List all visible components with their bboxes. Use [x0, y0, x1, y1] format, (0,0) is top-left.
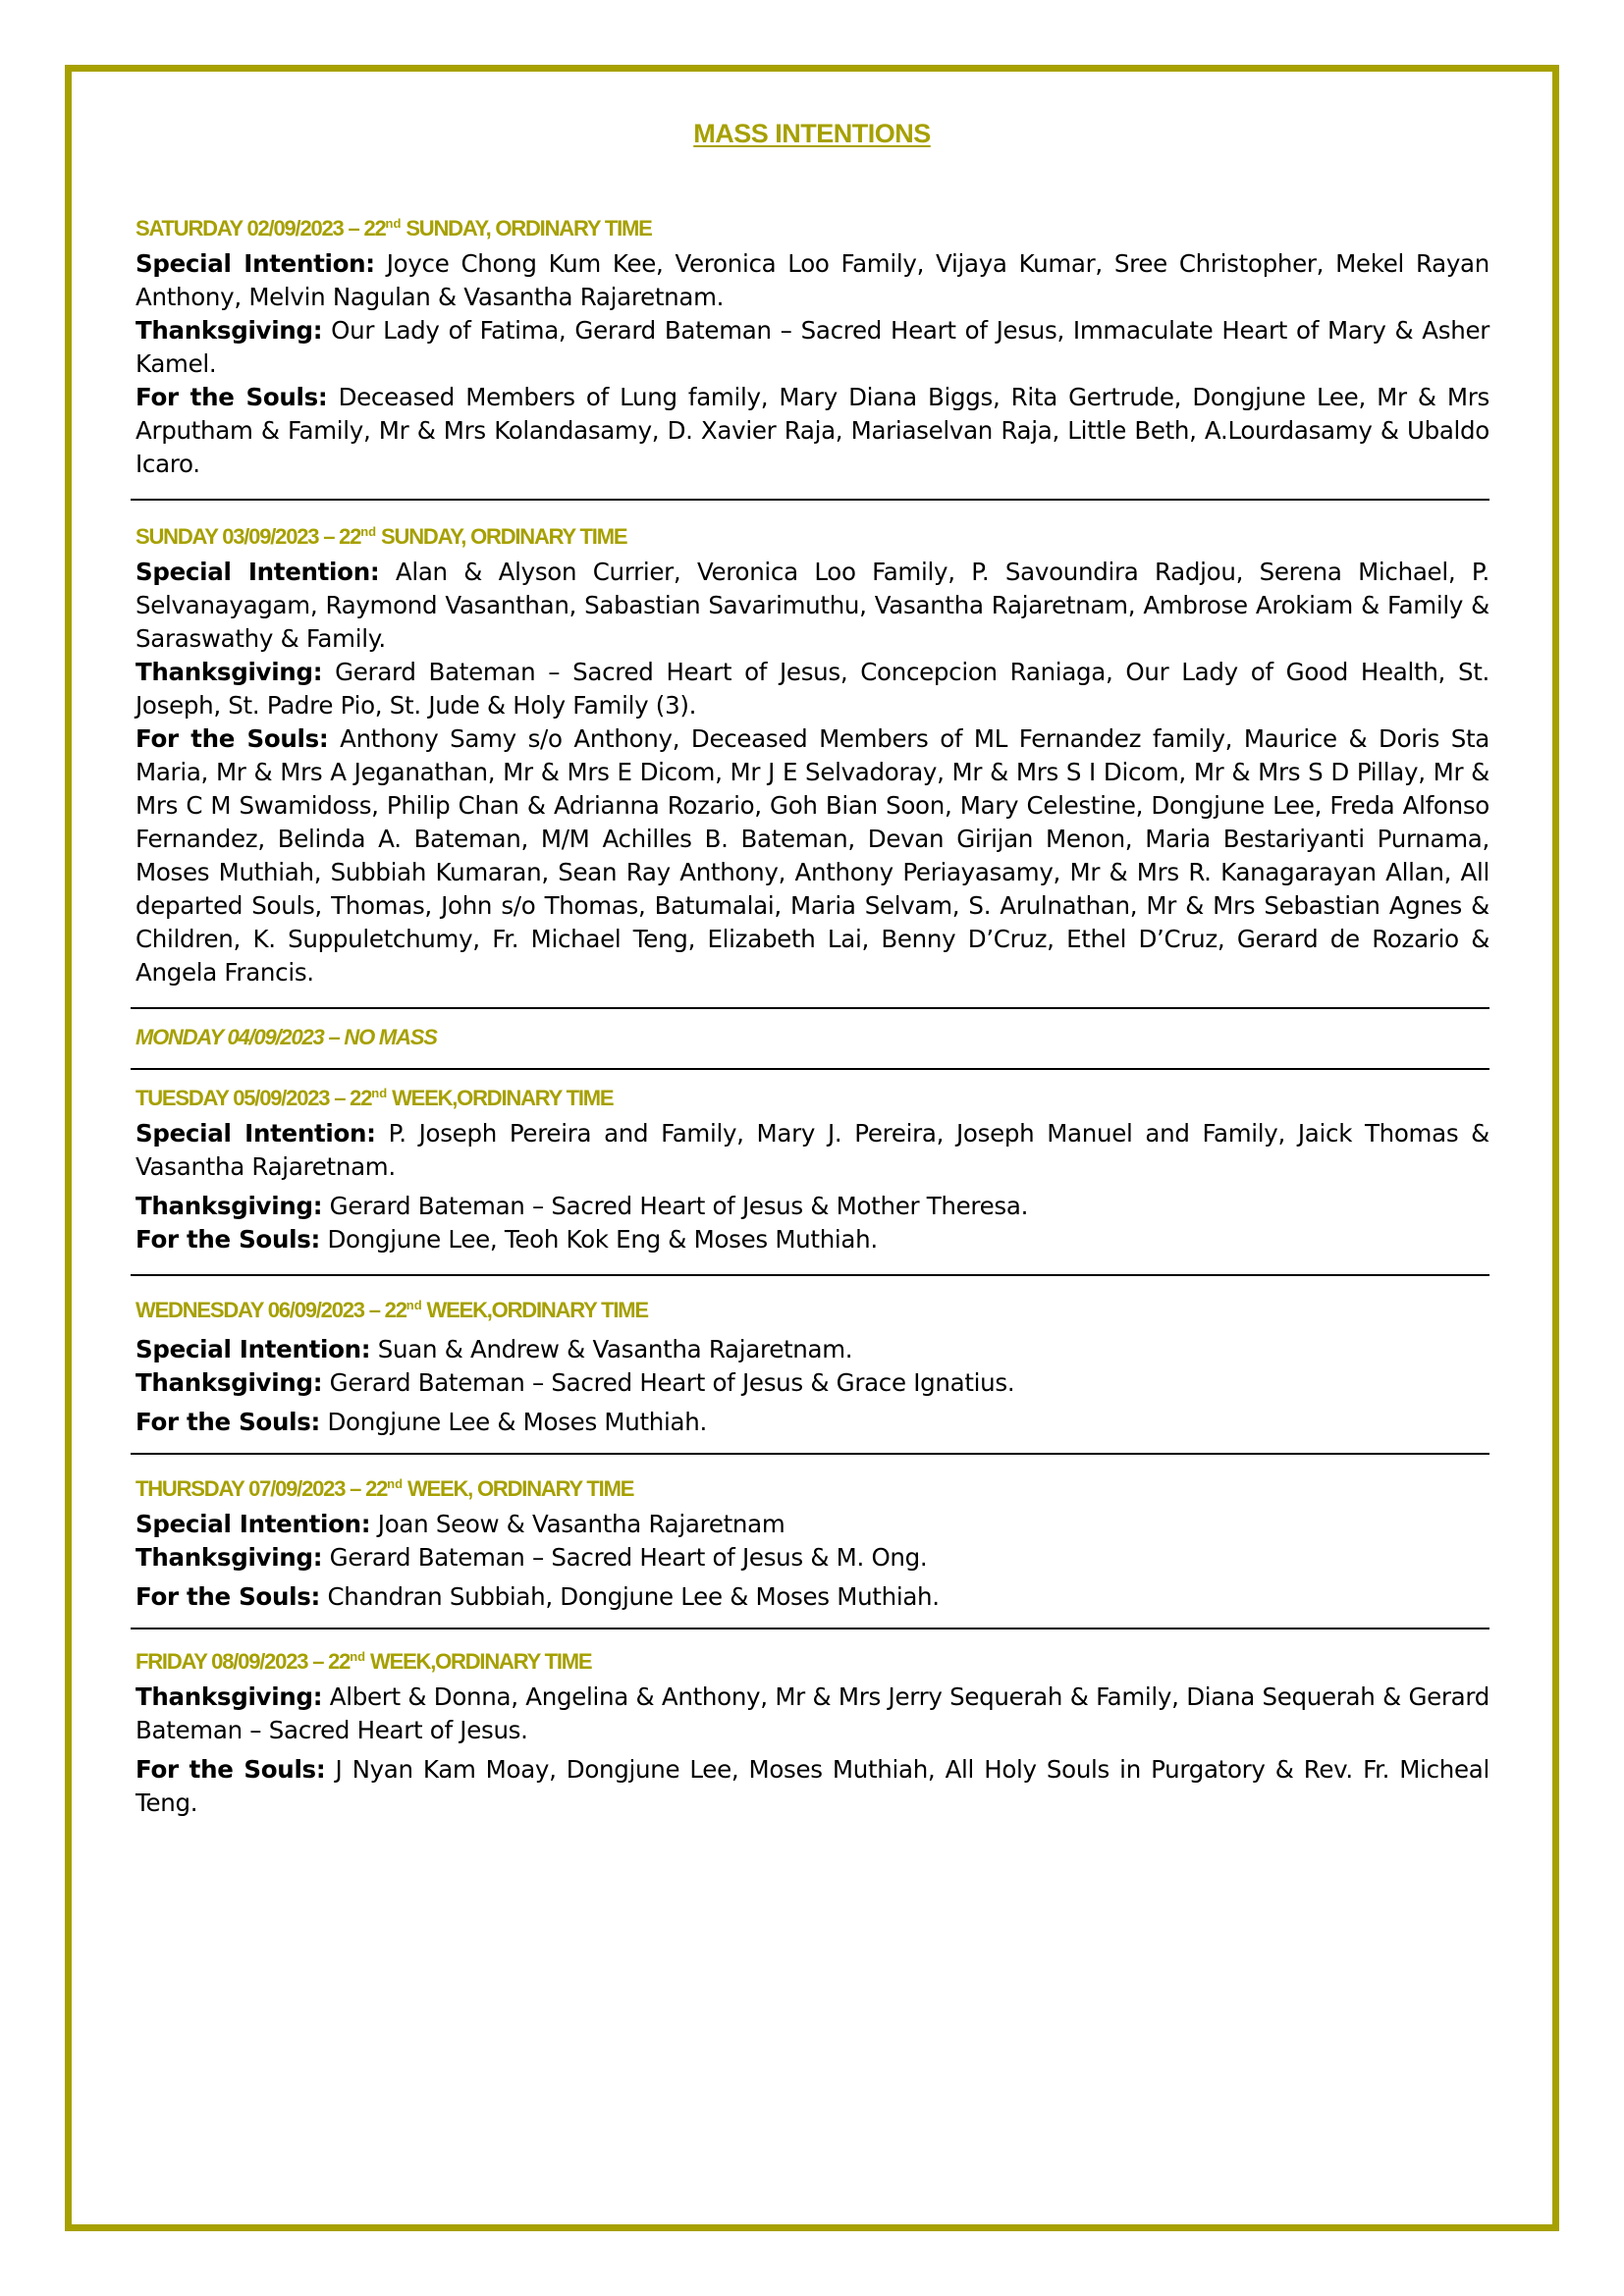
entry-text: Suan & Andrew & Vasantha Rajaretnam. [370, 1335, 853, 1363]
entry-text: Our Lady of Fatima, Gerard Bateman – Sacred Heart of Jesus, Immaculate Heart of Mary & Asher Kamel. [135, 316, 1489, 378]
entry-label: Thanksgiving: [135, 1192, 323, 1220]
entry-label: Thanksgiving: [135, 316, 323, 345]
entry-label: For the Souls: [135, 724, 329, 753]
thanksgiving [135, 656, 1489, 722]
entry-text: Deceased Members of Lung family, Mary Diana Biggs, Rita Gertrude, Dongjune Lee, Mr & Mrs Arputham & Family, Mr & Mrs Kolandasamy, D. Xavier Raja, Mariaselvan Raja, Little Beth, A.Lourdasamy & Ubaldo Icaro. [135, 383, 1489, 478]
thanksgiving [135, 1190, 1489, 1223]
entry-text: Joyce Chong Kum Kee, Veronica Loo Family, Vijaya Kumar, Sree Christopher, Mekel Rayan Anthony, Melvin Nagulan & Vasantha Rajaretnam. [135, 249, 1489, 311]
entry-text: Dongjune Lee & Moses Muthiah. [319, 1408, 707, 1436]
ordinal-suffix: nd [371, 1086, 388, 1100]
for-the-souls [135, 1223, 1489, 1256]
day-heading-date: SUNDAY 03/09/2023 – 22 [135, 524, 361, 549]
entry-text: Chandran Subbiah, Dongjune Lee & Moses Muthiah. [319, 1582, 940, 1611]
ordinal-suffix: nd [406, 1298, 422, 1312]
page-title: MASS INTENTIONS [693, 119, 931, 148]
day-heading [135, 1084, 1489, 1113]
day-heading-date: MONDAY 04/09/2023 – NO MASS [135, 1025, 437, 1049]
entry-label: Special Intention: [135, 558, 380, 586]
entry-text: Alan & Alyson Currier, Veronica Loo Family, P. Savoundira Radjou, Serena Michael, P. Selvanayagam, Raymond Vasanthan, Sabastian Savarimuthu, Vasantha Rajaretnam, Ambrose Arokiam & Family & Saraswathy & Family. [135, 558, 1489, 653]
day-heading [135, 1474, 1489, 1504]
entry-label: Thanksgiving: [135, 1368, 323, 1397]
special-intention [135, 247, 1489, 314]
for-the-souls [135, 1406, 1489, 1439]
for-the-souls [135, 722, 1489, 989]
entry-label: For the Souls: [135, 1225, 320, 1254]
day-heading-season: WEEK,ORDINARY TIME [365, 1649, 592, 1674]
special-intention [135, 556, 1489, 656]
day-heading-date: FRIDAY 08/09/2023 – 22 [135, 1649, 351, 1674]
entry-label: For the Souls: [135, 1755, 326, 1784]
special-intention [135, 1508, 1489, 1541]
day-section-wednesday [131, 1276, 1489, 1453]
entry-label: Special Intention: [135, 1335, 371, 1363]
mass-intentions-list [131, 214, 1489, 1820]
day-section-monday [131, 1009, 1489, 1068]
for-the-souls [135, 1580, 1489, 1614]
for-the-souls [135, 381, 1489, 481]
special-intention [135, 1117, 1489, 1184]
day-heading-season: SUNDAY, ORDINARY TIME [401, 216, 652, 240]
ordinal-suffix: nd [385, 216, 402, 231]
day-heading [135, 522, 1489, 552]
day-heading [135, 1647, 1489, 1677]
thanksgiving [135, 314, 1489, 381]
entry-text: Gerard Bateman – Sacred Heart of Jesus & M. Ong. [322, 1543, 928, 1572]
ordinal-suffix: nd [350, 1649, 366, 1664]
day-section-friday [131, 1629, 1489, 1820]
special-intention [135, 1333, 1489, 1366]
entry-text: Anthony Samy s/o Anthony, Deceased Members of ML Fernandez family, Maurice & Doris Sta Maria, Mr & Mrs A Jeganathan, Mr & Mrs E Dicom, Mr J E Selvadoray, Mr & Mrs S I Dicom, Mr & Mrs S D Pillay, Mr & Mrs C M Swamidoss, Philip Chan & Adrianna Rozario, Goh Bian Soon, Mary Celestine, Dongjune Lee, Freda Alfonso Fernandez, Belinda A. Bateman, M/M Achilles B. Bateman, Devan Girijan Menon, Maria Bestariyanti Purnama, Moses Muthiah, Subbiah Kumaran, Sean Ray Anthony, Anthony Periayasamy, Mr & Mrs R. Kanagarayan Allan, All departed Souls, Thomas, John s/o Thomas, Batumalai, Maria Selvam, S. Arulnathan, Mr & Mrs Sebastian Agnes & Children, K. Suppuletchumy, Fr. Michael Teng, Elizabeth Lai, Benny D’Cruz, Ethel D’Cruz, Gerard de Rozario & Angela Francis. [135, 724, 1489, 987]
entry-text: Joan Seow & Vasantha Rajaretnam [370, 1510, 785, 1538]
day-heading [135, 1296, 1489, 1325]
entry-text: Gerard Bateman – Sacred Heart of Jesus & Grace Ignatius. [322, 1368, 1015, 1397]
day-section-sunday [131, 501, 1489, 1007]
entry-text: Gerard Bateman – Sacred Heart of Jesus, Concepcion Raniaga, Our Lady of Good Health, St. Joseph, St. Padre Pio, St. Jude & Holy Family (3). [135, 658, 1489, 720]
entry-label: For the Souls: [135, 383, 328, 411]
day-heading-season: WEEK, ORDINARY TIME [403, 1476, 634, 1501]
thanksgiving [135, 1366, 1489, 1400]
thanksgiving [135, 1541, 1489, 1575]
day-section-thursday [131, 1455, 1489, 1628]
day-heading [135, 1023, 1489, 1052]
thanksgiving [135, 1681, 1489, 1747]
entry-label: Thanksgiving: [135, 1543, 323, 1572]
ordinal-suffix: nd [360, 524, 377, 539]
entry-text: P. Joseph Pereira and Family, Mary J. Pereira, Joseph Manuel and Family, Jaick Thomas & Vasantha Rajaretnam. [135, 1119, 1489, 1181]
day-heading-date: THURSDAY 07/09/2023 – 22 [135, 1476, 388, 1501]
entry-text: Gerard Bateman – Sacred Heart of Jesus & Mother Theresa. [322, 1192, 1029, 1220]
entry-text: J Nyan Kam Moay, Dongjune Lee, Moses Muthiah, All Holy Souls in Purgatory & Rev. Fr. Micheal Teng. [135, 1755, 1489, 1817]
day-heading-date: WEDNESDAY 06/09/2023 – 22 [135, 1298, 406, 1322]
day-section-saturday [131, 214, 1489, 499]
entry-text: Albert & Donna, Angelina & Anthony, Mr & Mrs Jerry Sequerah & Family, Diana Sequerah & Gerard Bateman – Sacred Heart of Jesus. [135, 1682, 1489, 1744]
entry-label: Special Intention: [135, 1510, 371, 1538]
entry-label: Thanksgiving: [135, 658, 323, 686]
day-heading [135, 214, 1489, 243]
day-section-tuesday [131, 1070, 1489, 1274]
entry-label: Special Intention: [135, 1119, 376, 1148]
day-heading-season: SUNDAY, ORDINARY TIME [376, 524, 627, 549]
day-heading-season: WEEK,ORDINARY TIME [421, 1298, 648, 1322]
entry-label: Thanksgiving: [135, 1682, 323, 1711]
day-heading-season: WEEK,ORDINARY TIME [387, 1086, 614, 1110]
day-heading-date: SATURDAY 02/09/2023 – 22 [135, 216, 386, 240]
entry-label: For the Souls: [135, 1408, 320, 1436]
day-heading-date: TUESDAY 05/09/2023 – 22 [135, 1086, 372, 1110]
entry-label: Special Intention: [135, 249, 375, 278]
ordinal-suffix: nd [387, 1476, 404, 1491]
for-the-souls [135, 1753, 1489, 1820]
entry-label: For the Souls: [135, 1582, 320, 1611]
entry-text: Dongjune Lee, Teoh Kok Eng & Moses Muthiah. [319, 1225, 878, 1254]
